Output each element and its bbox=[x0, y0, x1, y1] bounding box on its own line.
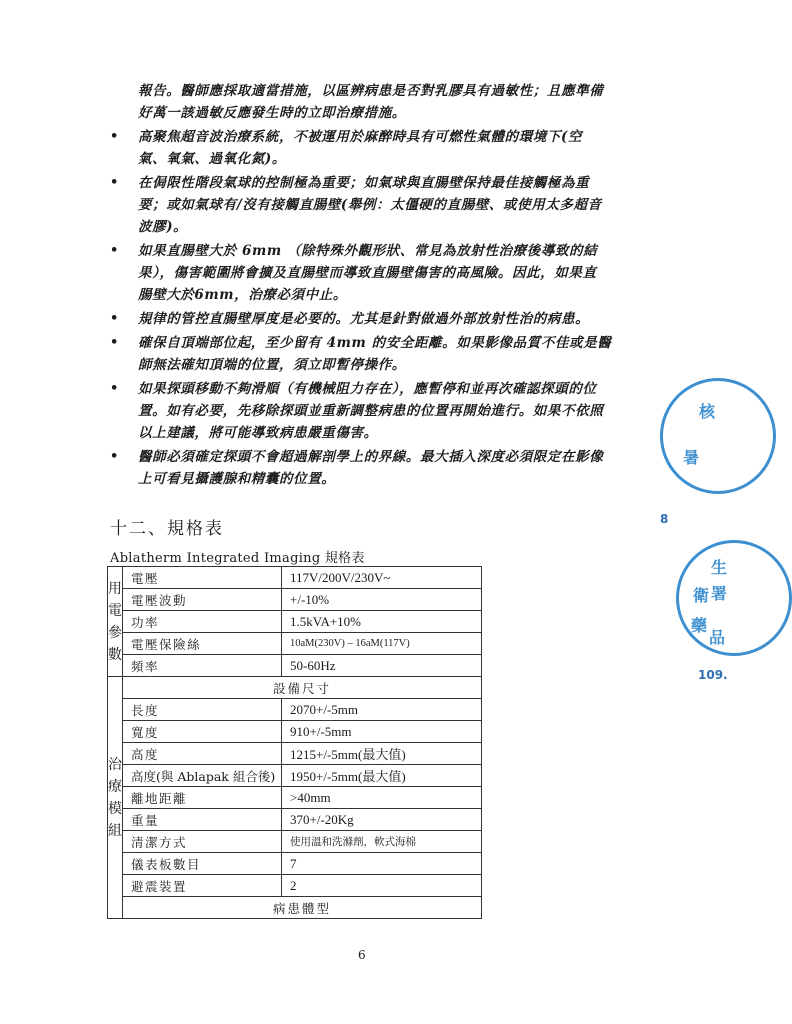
side-mark: 109. bbox=[698, 668, 728, 682]
group-label bbox=[108, 677, 123, 919]
spec-value: 1950+/-5mm(最大值) bbox=[282, 765, 482, 787]
group-label-char: 組 bbox=[108, 822, 122, 839]
spec-label: 長度 bbox=[123, 699, 282, 721]
precaution-item bbox=[110, 446, 630, 490]
spec-value: 1.5kVA+10% bbox=[282, 611, 482, 633]
spec-label: 避震裝置 bbox=[123, 875, 282, 897]
precaution-line: 氣、氧氣、過氧化氮)。 bbox=[138, 151, 286, 167]
spec-value: >40mm bbox=[282, 787, 482, 809]
bullet-icon: • bbox=[110, 243, 119, 258]
continuation-paragraph bbox=[138, 80, 628, 124]
spec-value: 370+/-20Kg bbox=[282, 809, 482, 831]
spec-value: 910+/-5mm bbox=[282, 721, 482, 743]
side-mark: 8 bbox=[660, 512, 669, 526]
precaution-line: 要；或如氣球有/沒有接觸直腸壁(舉例：太僵硬的直腸壁、或使用太多超音 bbox=[138, 197, 602, 213]
bullet-icon: • bbox=[110, 129, 119, 144]
spec-value: +/-10% bbox=[282, 589, 482, 611]
precaution-item bbox=[110, 240, 630, 306]
table-row bbox=[108, 721, 482, 743]
spec-value: 使用溫和洗滌劑，軟式海棉 bbox=[282, 831, 482, 853]
spec-label: 頻率 bbox=[123, 655, 282, 677]
precaution-line: 如果直腸壁大於 6mm （除特殊外觀形狀、常見為放射性治療後導致的結 bbox=[138, 243, 598, 259]
precaution-item bbox=[110, 308, 630, 330]
group-label-char: 模 bbox=[108, 800, 122, 817]
group-label-char: 電 bbox=[108, 602, 122, 619]
bullet-icon: • bbox=[110, 175, 119, 190]
table-subheader: 設備尺寸 bbox=[123, 677, 482, 699]
stamp-char: 核 bbox=[699, 402, 716, 421]
table-row bbox=[108, 875, 482, 897]
bullet-icon: • bbox=[110, 311, 119, 326]
spec-label: 儀表板數目 bbox=[123, 853, 282, 875]
table-subheader: 病患體型 bbox=[123, 897, 482, 919]
page-number: 6 bbox=[358, 948, 366, 962]
group-label bbox=[108, 567, 123, 677]
stamp-char: 生 bbox=[711, 558, 728, 577]
spec-label: 清潔方式 bbox=[123, 831, 282, 853]
precaution-line: 如果探頭移動不夠滑順（有機械阻力存在），應暫停和並再次確認探頭的位 bbox=[138, 381, 597, 397]
table-row bbox=[108, 853, 482, 875]
precaution-line: 上可看見攝護腺和精囊的位置。 bbox=[138, 471, 336, 487]
precaution-line: 波膠)。 bbox=[138, 219, 188, 235]
continuation-line: 好萬一該過敏反應發生時的立即治療措施。 bbox=[138, 105, 406, 121]
section-title: 十二、規格表 bbox=[110, 519, 224, 539]
spec-label: 高度(與 Ablapak 組合後) bbox=[123, 765, 282, 787]
table-row bbox=[108, 809, 482, 831]
table-row bbox=[108, 633, 482, 655]
table-caption: Ablatherm Integrated Imaging 規格表 bbox=[110, 551, 365, 566]
spec-label: 電壓保險絲 bbox=[123, 633, 282, 655]
official-stamp bbox=[676, 540, 792, 656]
table-row bbox=[108, 567, 482, 589]
table-row bbox=[108, 787, 482, 809]
spec-label: 電壓 bbox=[123, 567, 282, 589]
stamp-char: 署 bbox=[711, 584, 728, 603]
table-row bbox=[108, 765, 482, 787]
table-row bbox=[108, 897, 482, 919]
table-row bbox=[108, 611, 482, 633]
precaution-line: 醫師必須確定探頭不會超過解剖學上的界線。最大插入深度必須限定在影像 bbox=[138, 449, 604, 465]
spec-value: 50-60Hz bbox=[282, 655, 482, 677]
continuation-line: 報告。醫師應採取適當措施，以區辨病患是否對乳膠具有過敏性；且應準備 bbox=[138, 83, 604, 99]
precaution-item bbox=[110, 332, 630, 376]
precaution-line: 在侷限性階段氣球的控制極為重要；如氣球與直腸壁保持最佳接觸極為重 bbox=[138, 175, 590, 191]
precaution-line: 規律的管控直腸壁厚度是必要的。尤其是針對做過外部放射性治的病患。 bbox=[138, 311, 590, 327]
spec-label: 功率 bbox=[123, 611, 282, 633]
stamp-char: 衛 bbox=[693, 586, 710, 605]
spec-label: 電壓波動 bbox=[123, 589, 282, 611]
stamp-char: 暑 bbox=[683, 448, 700, 467]
spec-value: 7 bbox=[282, 853, 482, 875]
spec-table bbox=[107, 566, 482, 919]
table-row bbox=[108, 699, 482, 721]
bullet-icon: • bbox=[110, 381, 119, 396]
spec-value: 117V/200V/230V~ bbox=[282, 567, 482, 589]
precaution-item bbox=[110, 126, 630, 170]
precaution-item bbox=[110, 378, 630, 444]
group-label-char: 參 bbox=[108, 624, 122, 641]
bullet-icon: • bbox=[110, 449, 119, 464]
table-row bbox=[108, 655, 482, 677]
table-row bbox=[108, 677, 482, 699]
table-row bbox=[108, 743, 482, 765]
table-row bbox=[108, 831, 482, 853]
group-label-char: 用 bbox=[108, 580, 122, 597]
spec-label: 離地距離 bbox=[123, 787, 282, 809]
precaution-line: 置。如有必要，先移除探頭並重新調整病患的位置再開始進行。如果不依照 bbox=[138, 403, 604, 419]
spec-label: 高度 bbox=[123, 743, 282, 765]
precaution-line: 確保自頂端部位起，至少留有 4mm 的安全距離。如果影像品質不佳或是醫 bbox=[138, 335, 612, 351]
precaution-line: 腸壁大於6mm，治療必須中止。 bbox=[138, 287, 347, 303]
bullet-icon: • bbox=[110, 335, 119, 350]
table-row bbox=[108, 589, 482, 611]
precaution-line: 以上建議，將可能導致病患嚴重傷害。 bbox=[138, 425, 378, 441]
precaution-item bbox=[110, 172, 630, 238]
stamp-char: 藥 bbox=[691, 616, 708, 635]
spec-value: 2070+/-5mm bbox=[282, 699, 482, 721]
stamp-char: 品 bbox=[709, 628, 726, 647]
official-stamp bbox=[660, 378, 776, 494]
precautions-list bbox=[110, 126, 630, 492]
spec-value: 1215+/-5mm(最大值) bbox=[282, 743, 482, 765]
spec-label: 重量 bbox=[123, 809, 282, 831]
group-label-char: 數 bbox=[108, 646, 122, 663]
spec-value: 2 bbox=[282, 875, 482, 897]
precaution-line: 果），傷害範圍將會擴及直腸壁而導致直腸壁傷害的高風險。因此，如果直 bbox=[138, 265, 597, 281]
group-label-char: 療 bbox=[108, 778, 122, 795]
precaution-line: 師無法確知頂端的位置，須立即暫停操作。 bbox=[138, 357, 406, 373]
spec-label: 寬度 bbox=[123, 721, 282, 743]
precaution-line: 高聚焦超音波治療系統，不被運用於麻醉時具有可燃性氣體的環境下(空 bbox=[138, 129, 583, 145]
spec-value: 10aM(230V) – 16aM(117V) bbox=[282, 633, 482, 655]
group-label-char: 治 bbox=[108, 756, 122, 773]
